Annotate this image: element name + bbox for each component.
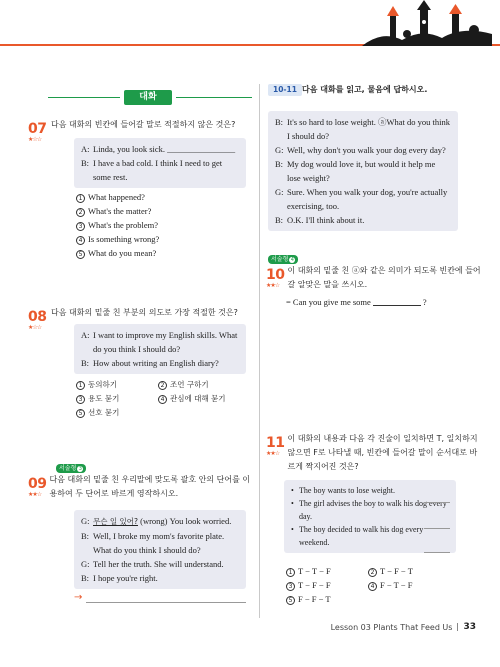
choice-1[interactable]: 1 T − T − F — [286, 564, 368, 578]
choice-3[interactable]: 3 What's the problem? — [76, 218, 159, 232]
speaker: B: — [81, 158, 90, 168]
dialogue-line: I hope you're right. — [93, 573, 158, 583]
dialogue-box-08 — [74, 324, 246, 374]
statement: The boy wants to lose weight. — [299, 486, 395, 495]
dialogue-box-09 — [74, 510, 246, 589]
choice-5[interactable]: 5 What do you mean? — [76, 246, 159, 260]
dialogue-line: Well, I broke my mom's favorite plate. What do you think I should do? — [93, 531, 225, 555]
choice-1[interactable]: 1 What happened? — [76, 190, 159, 204]
speaker: B: — [275, 215, 284, 225]
choices-08 — [76, 378, 246, 420]
column-divider — [259, 84, 260, 618]
question-prompt: 다음 대화의 빈칸에 들어갈 말로 적절하지 않은 것은? — [51, 120, 236, 129]
choice-4[interactable]: 4 Is something wrong? — [76, 232, 159, 246]
answer-arrow-icon: → — [74, 592, 83, 603]
question-number: 09 — [28, 476, 47, 492]
speaker: A: — [81, 144, 90, 154]
speaker: B: — [81, 358, 90, 368]
sentence-start: = Can you give me some — [286, 297, 371, 307]
choice-4[interactable]: 4 관심에 대해 묻기 — [158, 392, 225, 406]
speaker: G: — [275, 187, 284, 197]
question-number: 10 — [266, 267, 285, 283]
dialogue-line: O.K. I'll think about it. — [287, 215, 365, 225]
speaker: A: — [81, 330, 90, 340]
difficulty-stars: ★★☆ — [266, 282, 280, 289]
speaker: B: — [275, 117, 284, 127]
footer-separator — [457, 623, 458, 631]
section-title: 대화 — [124, 90, 172, 105]
speaker: B: — [81, 573, 90, 583]
dialogue-line: How about writing an English diary? — [93, 358, 219, 368]
question-10 — [266, 264, 482, 292]
fill-in-sentence — [286, 296, 427, 308]
speaker: B: — [275, 159, 284, 169]
descriptive-label: 서술형 4 — [268, 255, 298, 264]
speaker: G: — [81, 516, 90, 526]
page-number: 33 — [463, 622, 476, 632]
answer-blank-2[interactable] — [424, 528, 450, 529]
choices-07 — [76, 190, 159, 260]
question-number: 08 — [28, 309, 47, 325]
difficulty-stars: ★☆☆ — [28, 324, 42, 331]
choice-5[interactable]: 5 선호 묻기 — [76, 406, 119, 420]
speaker: G: — [275, 145, 284, 155]
speaker: B: — [81, 531, 90, 541]
statement: The boy decided to walk his dog every weekend. — [299, 525, 424, 547]
question-prompt: 이 대화의 내용과 다음 각 진술이 일치하면 T, 일치하지 않으면 F로 나타낼 때, 빈칸에 들어갈 말이 순서대로 바르게 짝지어진 것은? — [287, 434, 478, 471]
choice-2[interactable]: 2 조언 구하기 — [158, 378, 209, 392]
choice-2[interactable]: 2 T − F − T — [368, 564, 413, 578]
difficulty-stars: ★★☆ — [28, 491, 42, 498]
dialogue-line: It's so hard to lose weight. ⓐWhat do you think I should do? — [287, 117, 451, 141]
answer-line[interactable] — [86, 602, 246, 603]
dialogue-line: Well, why don't you walk your dog every day? — [287, 145, 446, 155]
lesson-title: Lesson 03 Plants That Feed Us — [330, 622, 453, 632]
dialogue-line: Tell her the truth. She will understand. — [93, 559, 224, 569]
question-prompt: 다음 대화의 밑줄 친 우리말에 맞도록 괄호 안의 단어를 이용하여 두 단어로 바르게 영작하시오. — [49, 475, 251, 498]
statement: The girl advises the boy to walk his dog every day. — [299, 499, 447, 521]
range-tag: 10-11 — [268, 84, 302, 96]
choice-3[interactable]: 3 T − F − F — [286, 578, 368, 592]
blank-input[interactable] — [373, 305, 421, 306]
question-prompt: 이 대화의 밑줄 친 ⓐ와 같은 의미가 되도록 빈칸에 들어갈 알맞은 말을 쓰시오. — [287, 266, 481, 289]
answer-blank-1[interactable] — [424, 502, 450, 503]
choice-2[interactable]: 2 What's the matter? — [76, 204, 159, 218]
descriptive-label: 서술형 3 — [56, 464, 86, 473]
difficulty-stars: ★★☆ — [266, 450, 280, 457]
dialogue-line: My dog would love it, but would it help me lose weight? — [287, 159, 436, 183]
page-footer — [331, 622, 476, 632]
shared-prompt: 다음 대화를 읽고, 물음에 답하시오. — [302, 85, 428, 94]
dialogue-line: I want to improve my English skills. What do you think I should do? — [93, 330, 238, 354]
dialogue-line: Sure. When you walk your dog, you're actually exercising, too. — [287, 187, 448, 211]
dialogue-line: I have a bad cold. I think I need to get some rest. — [93, 158, 223, 182]
choice-4[interactable]: 4 F − T − F — [368, 578, 412, 592]
choice-3[interactable]: 3 용도 묻기 — [76, 392, 158, 406]
question-number: 11 — [266, 435, 285, 451]
sentence-end: ? — [422, 297, 427, 307]
dialogue-box-10-11 — [268, 111, 458, 231]
underlined-korean: 무슨 일 있어? — [93, 517, 138, 526]
question-09 — [28, 473, 252, 501]
question-number: 07 — [28, 121, 47, 137]
answer-blank-3[interactable] — [424, 552, 450, 553]
dialogue-box-07 — [74, 138, 246, 188]
choices-11 — [286, 564, 456, 606]
question-11 — [266, 432, 482, 474]
dialogue-line: Linda, you look sick. ________________ — [93, 144, 236, 154]
question-prompt: 다음 대화의 밑줄 친 부분의 의도로 가장 적절한 것은? — [51, 308, 238, 317]
castle-illustration-icon — [362, 0, 492, 46]
speaker: G: — [81, 559, 90, 569]
choice-5[interactable]: 5 F − F − T — [286, 592, 331, 606]
choice-1[interactable]: 1 동의하기 — [76, 378, 158, 392]
dialogue-line: (wrong) You look worried. — [140, 516, 232, 526]
difficulty-stars: ★☆☆ — [28, 136, 42, 143]
statements-box: • The boy wants to lose weight. • The girl advises the boy to walk his dog every day. • The boy decided to walk his dog every weekend. — [284, 480, 456, 553]
